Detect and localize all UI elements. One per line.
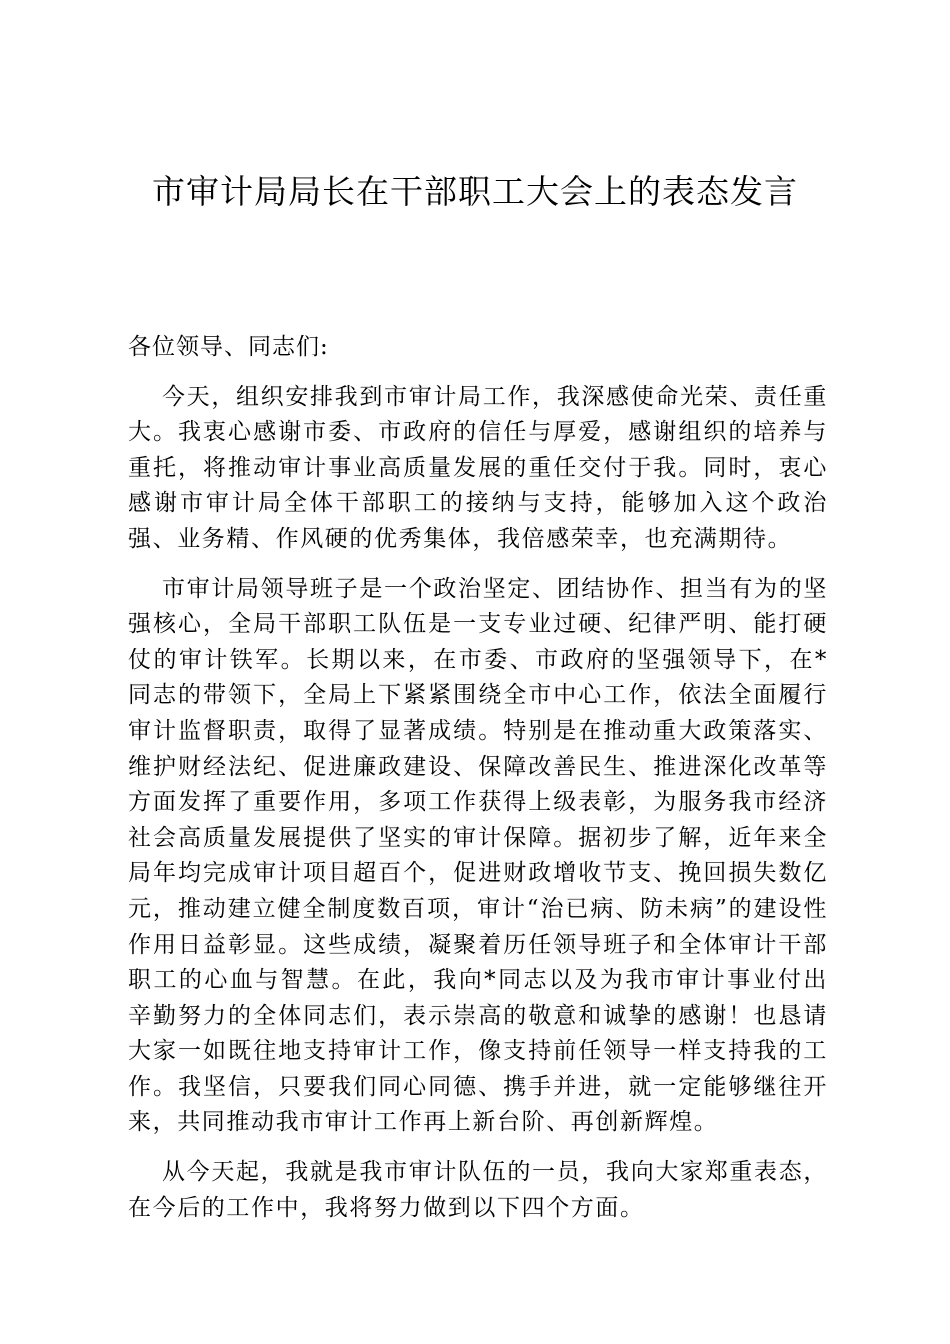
paragraph-3: 从今天起，我就是我市审计队伍的一员，我向大家郑重表态，在今后的工作中，我将努力做到以下四个方面。 — [128, 1159, 828, 1221]
paragraph-1: 今天，组织安排我到市审计局工作，我深感使命光荣、责任重大。我衷心感谢市委、市政府的信任与厚爱，感谢组织的培养与重托，将推动审计事业高质量发展的重任交付于我。同时，衷心感谢市审计局全体干部职工的接纳与支持，能够加入这个政治强、业务精、作风硬的优秀集体，我倍感荣幸，也充满期待。 — [128, 383, 828, 552]
document-title: 市审计局局长在干部职工大会上的表态发言 — [152, 172, 798, 211]
paragraph-2: 市审计局领导班子是一个政治坚定、团结协作、担当有为的坚强核心，全局干部职工队伍是一支专业过硬、纪律严明、能打硬仗的审计铁军。长期以来，在市委、市政府的坚强领导下，在*同志的带领下，全局上下紧紧围绕全市中心工作，依法全面履行审计监督职责，取得了显著成绩。特别是在推动重大政策落实、维护财经法纪、促进廉政建设、保障改善民生、推进深化改革等方面发挥了重要作用，多项工作获得上级表彰，为服务我市经济社会高质量发展提供了坚实的审计保障。据初步了解，近年来全局年均完成审计项目超百个，促进财政增收节支、挽回损失数亿元，推动建立健全制度数百项，审计“治已病、防未病”的建设性作用日益彰显。这些成绩，凝聚着历任领导班子和全体审计干部职工的心血与智慧。在此，我向*同志以及为我市审计事业付出辛勤努力的全体同志们，表示崇高的敬意和诚挚的感谢！也恳请大家一如既往地支持审计工作，像支持前任领导一样支持我的工作。我坚信，只要我们同心同德、携手并进，就一定能够继往开来，共同推动我市审计工作再上新台阶、再创新辉煌。 — [128, 575, 828, 1136]
document-body — [128, 330, 828, 1240]
salutation: 各位领导、同志们: — [128, 334, 329, 360]
